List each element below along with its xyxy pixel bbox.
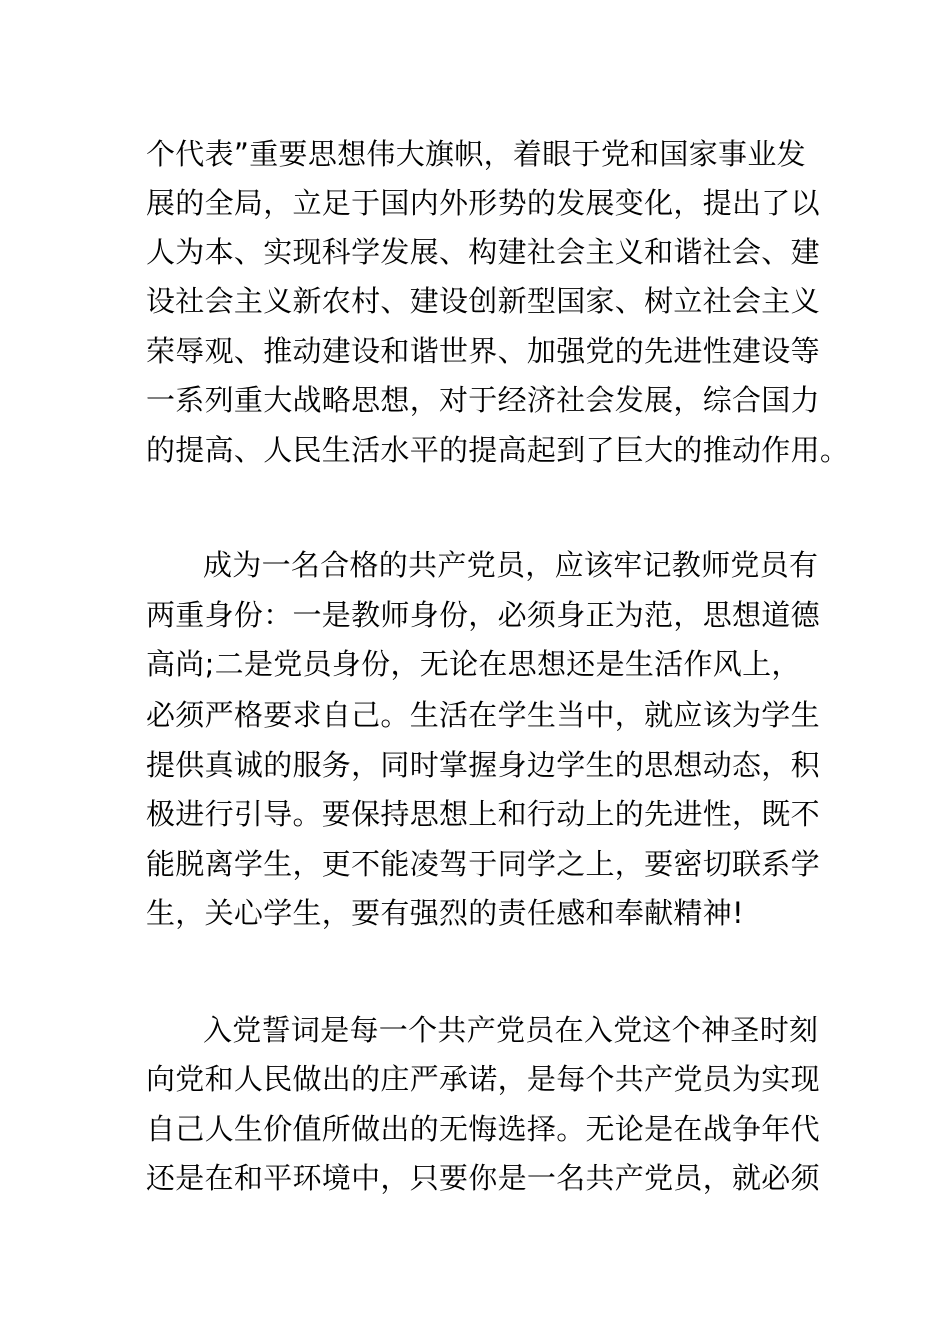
text-line: 能脱离学生，更不能凌驾于同学之上，要密切联系学 <box>146 847 820 881</box>
text-line: 荣辱观、推动建设和谐世界、加强党的先进性建设等 <box>146 334 820 368</box>
text-line: 两重身份：一是教师身份，必须身正为范，思想道德 <box>146 598 820 632</box>
text-line: 入党誓词是每一个共产党员在入党这个神圣时刻 <box>203 1013 819 1047</box>
text-line: 一系列重大战略思想，对于经济社会发展，综合国力 <box>146 383 820 417</box>
text-line: 提供真诚的服务，同时掌握身边学生的思想动态，积 <box>146 748 820 782</box>
text-line: 必须严格要求自己。生活在学生当中，就应该为学生 <box>146 698 820 732</box>
text-line: 的提高、人民生活水平的提高起到了巨大的推动作用。 <box>146 433 850 467</box>
text-line: 向党和人民做出的庄严承诺，是每个共产党员为实现 <box>146 1062 820 1096</box>
text-line: 还是在和平环境中，只要你是一名共产党员，就必须 <box>146 1161 820 1195</box>
text-line: 个代表”重要思想伟大旗帜，着眼于党和国家事业发 <box>146 137 806 171</box>
text-line: 人为本、实现科学发展、构建社会主义和谐社会、建 <box>146 235 820 269</box>
text-line: 设社会主义新农村、建设创新型国家、树立社会主义 <box>146 284 820 318</box>
text-line: 高尚;二是党员身份，无论在思想还是生活作风上， <box>146 647 801 681</box>
text-line: 成为一名合格的共产党员，应该牢记教师党员有 <box>203 548 819 582</box>
text-line: 自己人生价值所做出的无悔选择。无论是在战争年代 <box>146 1112 820 1146</box>
text-line: 生，关心学生，要有强烈的责任感和奉献精神! <box>146 896 744 930</box>
text-line: 极进行引导。要保持思想上和行动上的先进性，既不 <box>146 797 820 831</box>
text-line: 展的全局，立足于国内外形势的发展变化，提出了以 <box>146 186 820 220</box>
